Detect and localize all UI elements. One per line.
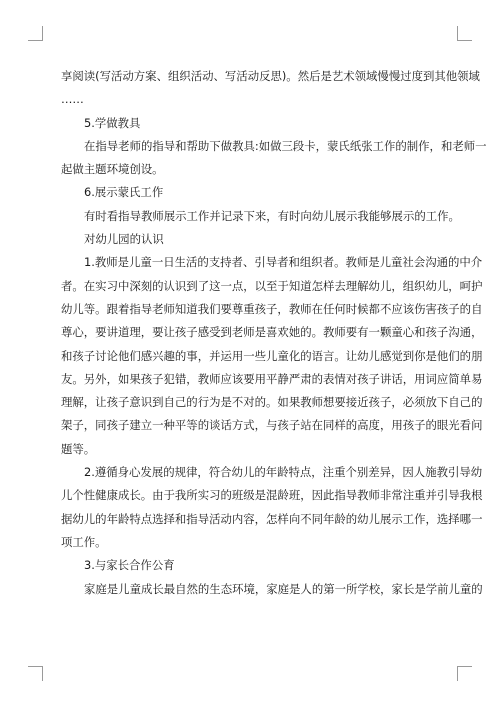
section-heading: 6.展示蒙氏工作 xyxy=(84,185,164,200)
body-text-line: 起做主题环境创设。 xyxy=(61,162,164,177)
crop-mark-bottom-right xyxy=(457,666,472,681)
body-text-line: 架子，同孩子建立一种平等的谈话方式，与孩子站在同样的高度，用孩子的眼光看问 xyxy=(61,418,483,433)
ellipsis-line: …… xyxy=(61,92,84,107)
document-body xyxy=(61,65,487,601)
body-text-line: 据幼儿的年龄特点选择和指导活动内容，怎样向不同年龄的幼儿展示工作，选择哪一 xyxy=(61,511,483,526)
section-heading: 5.学做教具 xyxy=(84,115,141,130)
crop-mark-top-left xyxy=(28,26,43,41)
body-text-line: 项工作。 xyxy=(61,534,107,549)
crop-mark-bottom-left xyxy=(28,666,43,681)
body-text-line: 者。在实习中深刻的认识到了这一点，以至于知道怎样去理解幼儿，组织幼儿，呵护 xyxy=(61,278,483,293)
body-text-line: 儿个性健康成长。由于我所实习的班级是混龄班，因此指导教师非常注重并引导我根 xyxy=(61,488,483,503)
section-heading: 对幼儿园的认识 xyxy=(84,232,164,247)
section-heading: 3.与家长合作公育 xyxy=(84,558,175,573)
body-text-line: 家庭是儿童成长最自然的生态环境，家庭是人的第一所学校，家长是学前儿童的 xyxy=(84,581,483,596)
body-text-line: 和孩子讨论他们感兴趣的事，并运用一些儿童化的语言。让幼儿感觉到你是他们的朋 xyxy=(61,348,483,363)
body-text-line: 幼儿等。跟着指导老师知道我们要尊重孩子，教师在任何时候都不应该伤害孩子的自 xyxy=(61,301,483,316)
body-text-line: 题等。 xyxy=(61,441,96,456)
body-text-line: 友。另外，如果孩子犯错，教师应该要用平静严肃的表情对孩子讲话，用词应简单易 xyxy=(61,371,483,386)
crop-mark-top-right xyxy=(457,26,472,41)
body-text-line: 在指导老师的指导和帮助下做教具:如做三段卡，蒙氏纸张工作的制作，和老师一 xyxy=(84,138,487,153)
body-text-line: 理解，让孩子意识到自己的行为是不对的。如果教师想要接近孩子，必须放下自己的 xyxy=(61,395,483,410)
body-text-line: 尊心，要讲道理，要让孩子感受到老师是喜欢她的。教师要有一颗童心和孩子沟通， xyxy=(61,325,483,340)
body-text-line: 享阅读(写活动方案、组织活动、写活动反思)。然后是艺术领域慢慢过度到其他领域 xyxy=(61,69,480,83)
body-text-line: 有时看指导教师展示工作并记录下来，有时向幼儿展示我能够展示的工作。 xyxy=(84,208,460,223)
body-text-line: 2.遵循身心发展的规律，符合幼儿的年龄特点，注重个别差异，因人施教引导幼 xyxy=(84,465,483,480)
body-text-line: 1.教师是儿童一日生活的支持者、引导者和组织者。教师是儿童社会沟通的中介 xyxy=(84,255,483,270)
